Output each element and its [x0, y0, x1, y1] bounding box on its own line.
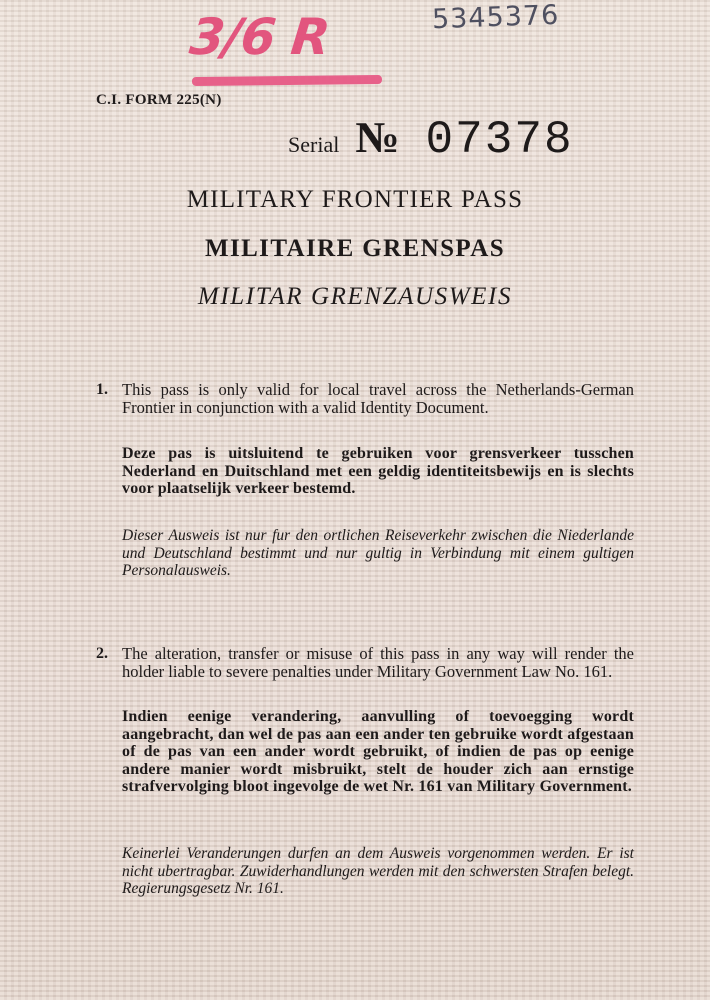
handwritten-number: 5345376 [431, 0, 560, 36]
title-english: MILITARY FRONTIER PASS [186, 186, 524, 213]
item-1-english: This pass is only valid for local travel across the Netherlands-German Frontier in conjunction with a valid Identity Document. [122, 380, 634, 417]
item-2-number: 2. [96, 645, 108, 662]
serial-label: Serial [288, 132, 340, 157]
form-reference: C.I. FORM 225(N) [96, 92, 222, 108]
item-2-german: Keinerlei Veranderungen durfen an dem Ausweis vorgenommen werden. Er ist nicht ubertragbar. Zuwiderhandlungen werden mit den schwersten Strafen belegt. Regierungsgesetz Nr. 161. [122, 845, 634, 898]
title-dutch: MILITAIRE GRENSPAS [204, 235, 506, 262]
item-2-dutch: Indien eenige verandering, aanvulling of toevoegging wordt aangebracht, dan wel de pas aan een ander ten gebruike wordt afgestaan of de pas van een ander wordt gebruikt, of indien de pas op eenige andere manier wordt misbruikt, stelt de houder zich aan ernstige strafvervolging bloot ingevolge de wet Nr. 161 van Military Government. [122, 708, 634, 796]
serial-number: 07378 [425, 114, 574, 166]
item-1-dutch: Deze pas is uitsluitend te gebruiken voor grensverkeer tusschen Nederland en Duitschland met een geldig identiteitsbewijs en is slechts voor plaatselijk verkeer bestemd. [122, 445, 634, 498]
item-1-number: 1. [96, 381, 108, 398]
serial-row [288, 112, 574, 166]
title-german: MILITAR GRENZAUSWEIS [197, 283, 513, 310]
item-1-german: Dieser Ausweis ist nur fur den ortlichen Reiseverkehr zwischen die Niederlande und Deutschland bestimmt und nur gultig in Verbindung mit einem gultigen Personalausweis. [122, 527, 634, 580]
red-stamp-code: 3/6 R [186, 8, 332, 66]
red-stamp-underline [192, 75, 382, 86]
numero-sign: № [355, 113, 400, 162]
item-2-english: The alteration, transfer or misuse of this pass in any way will render the holder liable to severe penalties under Military Government Law No. 161. [122, 644, 634, 681]
